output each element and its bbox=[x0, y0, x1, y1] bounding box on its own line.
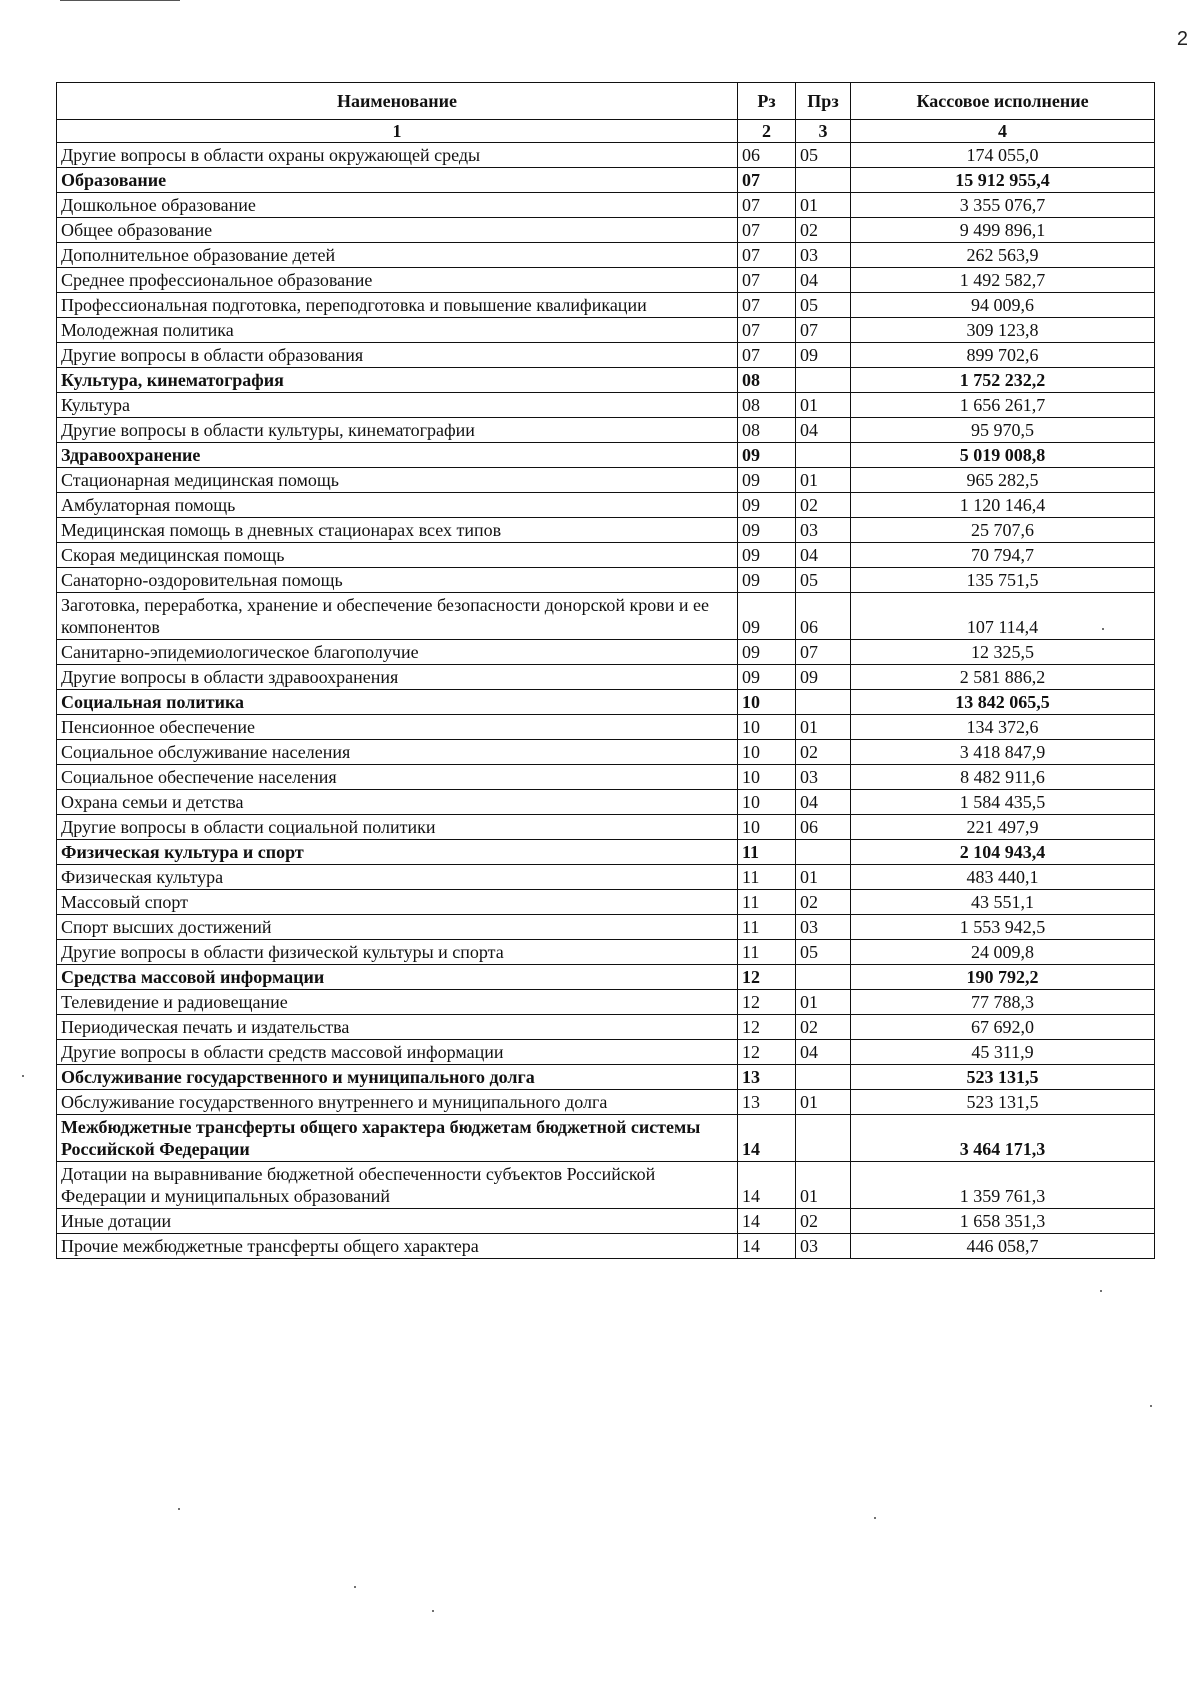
table-row bbox=[57, 640, 1155, 665]
row-amount: 135 751,5 bbox=[851, 568, 1155, 593]
column-index-row bbox=[57, 120, 1155, 143]
row-prz: 03 bbox=[796, 765, 851, 790]
row-amount: 5 019 008,8 bbox=[851, 443, 1155, 468]
table-row bbox=[57, 965, 1155, 990]
row-amount: 77 788,3 bbox=[851, 990, 1155, 1015]
row-amount: 45 311,9 bbox=[851, 1040, 1155, 1065]
row-prz: 01 bbox=[796, 1090, 851, 1115]
row-prz: 07 bbox=[796, 318, 851, 343]
row-amount: 1 656 261,7 bbox=[851, 393, 1155, 418]
row-name: Другие вопросы в области здравоохранения bbox=[57, 665, 738, 690]
row-rz: 07 bbox=[738, 268, 796, 293]
row-prz: 04 bbox=[796, 1040, 851, 1065]
row-prz: 02 bbox=[796, 890, 851, 915]
row-name: Средства массовой информации bbox=[57, 965, 738, 990]
table-row bbox=[57, 143, 1155, 168]
row-rz: 10 bbox=[738, 790, 796, 815]
row-prz: 01 bbox=[796, 990, 851, 1015]
row-amount: 523 131,5 bbox=[851, 1090, 1155, 1115]
row-prz: 05 bbox=[796, 293, 851, 318]
header-rz: Рз bbox=[738, 83, 796, 120]
row-prz: 03 bbox=[796, 518, 851, 543]
row-prz: 01 bbox=[796, 865, 851, 890]
row-prz: 05 bbox=[796, 143, 851, 168]
row-prz: 02 bbox=[796, 740, 851, 765]
row-name: Обслуживание государственного и муниципального долга bbox=[57, 1065, 738, 1090]
table-row bbox=[57, 468, 1155, 493]
row-amount: 3 464 171,3 bbox=[851, 1115, 1155, 1162]
table-row bbox=[57, 1090, 1155, 1115]
row-rz: 14 bbox=[738, 1234, 796, 1259]
row-prz: 01 bbox=[796, 468, 851, 493]
row-name: Другие вопросы в области физической культуры и спорта bbox=[57, 940, 738, 965]
row-prz: 06 bbox=[796, 593, 851, 640]
column-index: 3 bbox=[796, 120, 851, 143]
table-row bbox=[57, 418, 1155, 443]
row-rz: 10 bbox=[738, 740, 796, 765]
row-name: Санитарно-эпидемиологическое благополучие bbox=[57, 640, 738, 665]
row-name: Социальное обслуживание населения bbox=[57, 740, 738, 765]
table-row bbox=[57, 1115, 1155, 1162]
header-name: Наименование bbox=[57, 83, 738, 120]
row-rz: 08 bbox=[738, 418, 796, 443]
table-row bbox=[57, 218, 1155, 243]
table-row bbox=[57, 940, 1155, 965]
row-rz: 10 bbox=[738, 815, 796, 840]
table-row bbox=[57, 493, 1155, 518]
row-prz: 06 bbox=[796, 815, 851, 840]
row-prz: 09 bbox=[796, 665, 851, 690]
table-row bbox=[57, 690, 1155, 715]
row-amount: 9 499 896,1 bbox=[851, 218, 1155, 243]
row-rz: 13 bbox=[738, 1090, 796, 1115]
row-prz: 03 bbox=[796, 1234, 851, 1259]
row-name: Телевидение и радиовещание bbox=[57, 990, 738, 1015]
row-amount: 309 123,8 bbox=[851, 318, 1155, 343]
table-row bbox=[57, 193, 1155, 218]
row-rz: 10 bbox=[738, 715, 796, 740]
row-amount: 965 282,5 bbox=[851, 468, 1155, 493]
table-row bbox=[57, 1234, 1155, 1259]
table-row bbox=[57, 443, 1155, 468]
row-rz: 09 bbox=[738, 640, 796, 665]
row-rz: 09 bbox=[738, 493, 796, 518]
table-row bbox=[57, 543, 1155, 568]
scan-speck bbox=[432, 1610, 434, 1612]
row-name: Профессиональная подготовка, переподготовка и повышение квалификации bbox=[57, 293, 738, 318]
table-row bbox=[57, 865, 1155, 890]
row-amount: 262 563,9 bbox=[851, 243, 1155, 268]
row-rz: 11 bbox=[738, 915, 796, 940]
row-name: Культура bbox=[57, 393, 738, 418]
table-row bbox=[57, 765, 1155, 790]
row-name: Среднее профессиональное образование bbox=[57, 268, 738, 293]
row-name: Образование bbox=[57, 168, 738, 193]
row-name: Спорт высших достижений bbox=[57, 915, 738, 940]
row-name: Прочие межбюджетные трансферты общего характера bbox=[57, 1234, 738, 1259]
row-rz: 08 bbox=[738, 393, 796, 418]
row-rz: 14 bbox=[738, 1115, 796, 1162]
row-prz: 02 bbox=[796, 493, 851, 518]
row-prz bbox=[796, 168, 851, 193]
budget-execution-table bbox=[56, 82, 1155, 1259]
row-name: Социальная политика bbox=[57, 690, 738, 715]
column-index: 4 bbox=[851, 120, 1155, 143]
row-rz: 14 bbox=[738, 1209, 796, 1234]
row-prz: 07 bbox=[796, 640, 851, 665]
table-row bbox=[57, 890, 1155, 915]
row-amount: 24 009,8 bbox=[851, 940, 1155, 965]
row-amount: 1 584 435,5 bbox=[851, 790, 1155, 815]
row-prz: 05 bbox=[796, 940, 851, 965]
row-amount: 134 372,6 bbox=[851, 715, 1155, 740]
row-amount: 446 058,7 bbox=[851, 1234, 1155, 1259]
table-row bbox=[57, 318, 1155, 343]
table-row bbox=[57, 243, 1155, 268]
row-rz: 07 bbox=[738, 168, 796, 193]
row-name: Амбулаторная помощь bbox=[57, 493, 738, 518]
row-rz: 10 bbox=[738, 765, 796, 790]
row-rz: 11 bbox=[738, 890, 796, 915]
row-rz: 12 bbox=[738, 1040, 796, 1065]
row-rz: 07 bbox=[738, 343, 796, 368]
row-rz: 10 bbox=[738, 690, 796, 715]
table-row bbox=[57, 790, 1155, 815]
row-rz: 09 bbox=[738, 665, 796, 690]
row-rz: 08 bbox=[738, 368, 796, 393]
row-prz: 09 bbox=[796, 343, 851, 368]
table-row bbox=[57, 665, 1155, 690]
table-row bbox=[57, 1162, 1155, 1209]
row-amount: 15 912 955,4 bbox=[851, 168, 1155, 193]
row-amount: 94 009,6 bbox=[851, 293, 1155, 318]
table-row bbox=[57, 518, 1155, 543]
row-rz: 09 bbox=[738, 568, 796, 593]
table-row bbox=[57, 343, 1155, 368]
row-name: Общее образование bbox=[57, 218, 738, 243]
row-prz bbox=[796, 840, 851, 865]
row-rz: 09 bbox=[738, 543, 796, 568]
row-name: Физическая культура и спорт bbox=[57, 840, 738, 865]
row-rz: 14 bbox=[738, 1162, 796, 1209]
row-rz: 13 bbox=[738, 1065, 796, 1090]
column-index: 1 bbox=[57, 120, 738, 143]
row-name: Иные дотации bbox=[57, 1209, 738, 1234]
row-name: Физическая культура bbox=[57, 865, 738, 890]
row-name: Пенсионное обеспечение bbox=[57, 715, 738, 740]
row-prz: 02 bbox=[796, 218, 851, 243]
row-prz bbox=[796, 1115, 851, 1162]
scan-speck bbox=[1150, 1405, 1152, 1407]
row-prz: 01 bbox=[796, 715, 851, 740]
page-number: 2 bbox=[1176, 28, 1188, 50]
row-prz: 04 bbox=[796, 418, 851, 443]
row-amount: 523 131,5 bbox=[851, 1065, 1155, 1090]
table-row bbox=[57, 740, 1155, 765]
row-name: Медицинская помощь в дневных стационарах всех типов bbox=[57, 518, 738, 543]
row-rz: 12 bbox=[738, 990, 796, 1015]
row-rz: 12 bbox=[738, 1015, 796, 1040]
row-amount: 899 702,6 bbox=[851, 343, 1155, 368]
row-prz: 01 bbox=[796, 393, 851, 418]
row-amount: 43 551,1 bbox=[851, 890, 1155, 915]
row-prz: 03 bbox=[796, 243, 851, 268]
row-name: Другие вопросы в области социальной политики bbox=[57, 815, 738, 840]
row-name: Скорая медицинская помощь bbox=[57, 543, 738, 568]
row-name: Другие вопросы в области средств массовой информации bbox=[57, 1040, 738, 1065]
row-name: Межбюджетные трансферты общего характера бюджетам бюджетной системы Российской Федерации bbox=[57, 1115, 738, 1162]
row-rz: 07 bbox=[738, 193, 796, 218]
row-rz: 11 bbox=[738, 840, 796, 865]
row-prz bbox=[796, 690, 851, 715]
row-prz bbox=[796, 1065, 851, 1090]
row-amount: 67 692,0 bbox=[851, 1015, 1155, 1040]
scan-speck bbox=[874, 1517, 876, 1519]
row-prz: 02 bbox=[796, 1209, 851, 1234]
table-row bbox=[57, 293, 1155, 318]
row-amount: 12 325,5 bbox=[851, 640, 1155, 665]
row-prz bbox=[796, 965, 851, 990]
row-rz: 07 bbox=[738, 318, 796, 343]
row-prz: 04 bbox=[796, 543, 851, 568]
row-amount: 1 752 232,2 bbox=[851, 368, 1155, 393]
row-name: Социальное обеспечение населения bbox=[57, 765, 738, 790]
row-amount: 483 440,1 bbox=[851, 865, 1155, 890]
row-amount: 107 114,4 bbox=[851, 593, 1155, 640]
row-name: Массовый спорт bbox=[57, 890, 738, 915]
row-rz: 11 bbox=[738, 940, 796, 965]
row-prz: 01 bbox=[796, 193, 851, 218]
row-amount: 3 355 076,7 bbox=[851, 193, 1155, 218]
table-row bbox=[57, 990, 1155, 1015]
row-rz: 06 bbox=[738, 143, 796, 168]
row-amount: 2 581 886,2 bbox=[851, 665, 1155, 690]
row-rz: 09 bbox=[738, 518, 796, 543]
row-rz: 09 bbox=[738, 593, 796, 640]
row-prz: 02 bbox=[796, 1015, 851, 1040]
header-row bbox=[57, 83, 1155, 120]
row-rz: 12 bbox=[738, 965, 796, 990]
table-row bbox=[57, 1065, 1155, 1090]
row-amount: 174 055,0 bbox=[851, 143, 1155, 168]
table-row bbox=[57, 1209, 1155, 1234]
row-name: Обслуживание государственного внутреннего и муниципального долга bbox=[57, 1090, 738, 1115]
scan-edge-line bbox=[60, 0, 180, 1]
table-row bbox=[57, 368, 1155, 393]
row-name: Дополнительное образование детей bbox=[57, 243, 738, 268]
row-rz: 07 bbox=[738, 218, 796, 243]
header-prz: Прз bbox=[796, 83, 851, 120]
table-row bbox=[57, 168, 1155, 193]
row-amount: 25 707,6 bbox=[851, 518, 1155, 543]
row-name: Санаторно-оздоровительная помощь bbox=[57, 568, 738, 593]
row-amount: 13 842 065,5 bbox=[851, 690, 1155, 715]
row-amount: 1 492 582,7 bbox=[851, 268, 1155, 293]
row-amount: 221 497,9 bbox=[851, 815, 1155, 840]
row-rz: 07 bbox=[738, 243, 796, 268]
row-amount: 1 120 146,4 bbox=[851, 493, 1155, 518]
row-amount: 8 482 911,6 bbox=[851, 765, 1155, 790]
table-row bbox=[57, 715, 1155, 740]
row-prz: 05 bbox=[796, 568, 851, 593]
row-name: Культура, кинематография bbox=[57, 368, 738, 393]
row-rz: 11 bbox=[738, 865, 796, 890]
row-name: Дошкольное образование bbox=[57, 193, 738, 218]
scan-speck bbox=[354, 1586, 356, 1588]
row-prz: 04 bbox=[796, 268, 851, 293]
column-index: 2 bbox=[738, 120, 796, 143]
table-row bbox=[57, 1015, 1155, 1040]
row-name: Периодическая печать и издательства bbox=[57, 1015, 738, 1040]
row-name: Здравоохранение bbox=[57, 443, 738, 468]
row-name: Другие вопросы в области охраны окружающей среды bbox=[57, 143, 738, 168]
row-amount: 95 970,5 bbox=[851, 418, 1155, 443]
row-amount: 70 794,7 bbox=[851, 543, 1155, 568]
row-rz: 07 bbox=[738, 293, 796, 318]
row-name: Другие вопросы в области образования bbox=[57, 343, 738, 368]
row-prz: 01 bbox=[796, 1162, 851, 1209]
table-row bbox=[57, 815, 1155, 840]
row-amount: 1 553 942,5 bbox=[851, 915, 1155, 940]
scan-speck bbox=[178, 1508, 180, 1510]
row-name: Стационарная медицинская помощь bbox=[57, 468, 738, 493]
row-prz bbox=[796, 443, 851, 468]
row-amount: 1 658 351,3 bbox=[851, 1209, 1155, 1234]
scan-speck bbox=[1102, 628, 1104, 630]
row-prz bbox=[796, 368, 851, 393]
row-prz: 04 bbox=[796, 790, 851, 815]
table-row bbox=[57, 840, 1155, 865]
row-rz: 09 bbox=[738, 443, 796, 468]
row-amount: 190 792,2 bbox=[851, 965, 1155, 990]
table-row bbox=[57, 1040, 1155, 1065]
scan-speck bbox=[1100, 1290, 1102, 1292]
row-prz: 03 bbox=[796, 915, 851, 940]
header-amount: Кассовое исполнение bbox=[851, 83, 1155, 120]
row-name: Охрана семьи и детства bbox=[57, 790, 738, 815]
table-row bbox=[57, 593, 1155, 640]
scan-speck bbox=[22, 1075, 24, 1077]
row-amount: 3 418 847,9 bbox=[851, 740, 1155, 765]
table-row bbox=[57, 568, 1155, 593]
table-row bbox=[57, 393, 1155, 418]
row-rz: 09 bbox=[738, 468, 796, 493]
row-name: Заготовка, переработка, хранение и обеспечение безопасности донорской крови и ее компонентов bbox=[57, 593, 738, 640]
row-name: Дотации на выравнивание бюджетной обеспеченности субъектов Российской Федерации и муниципальных образований bbox=[57, 1162, 738, 1209]
row-name: Молодежная политика bbox=[57, 318, 738, 343]
table-row bbox=[57, 268, 1155, 293]
table-row bbox=[57, 915, 1155, 940]
row-amount: 2 104 943,4 bbox=[851, 840, 1155, 865]
row-amount: 1 359 761,3 bbox=[851, 1162, 1155, 1209]
row-name: Другие вопросы в области культуры, кинематографии bbox=[57, 418, 738, 443]
